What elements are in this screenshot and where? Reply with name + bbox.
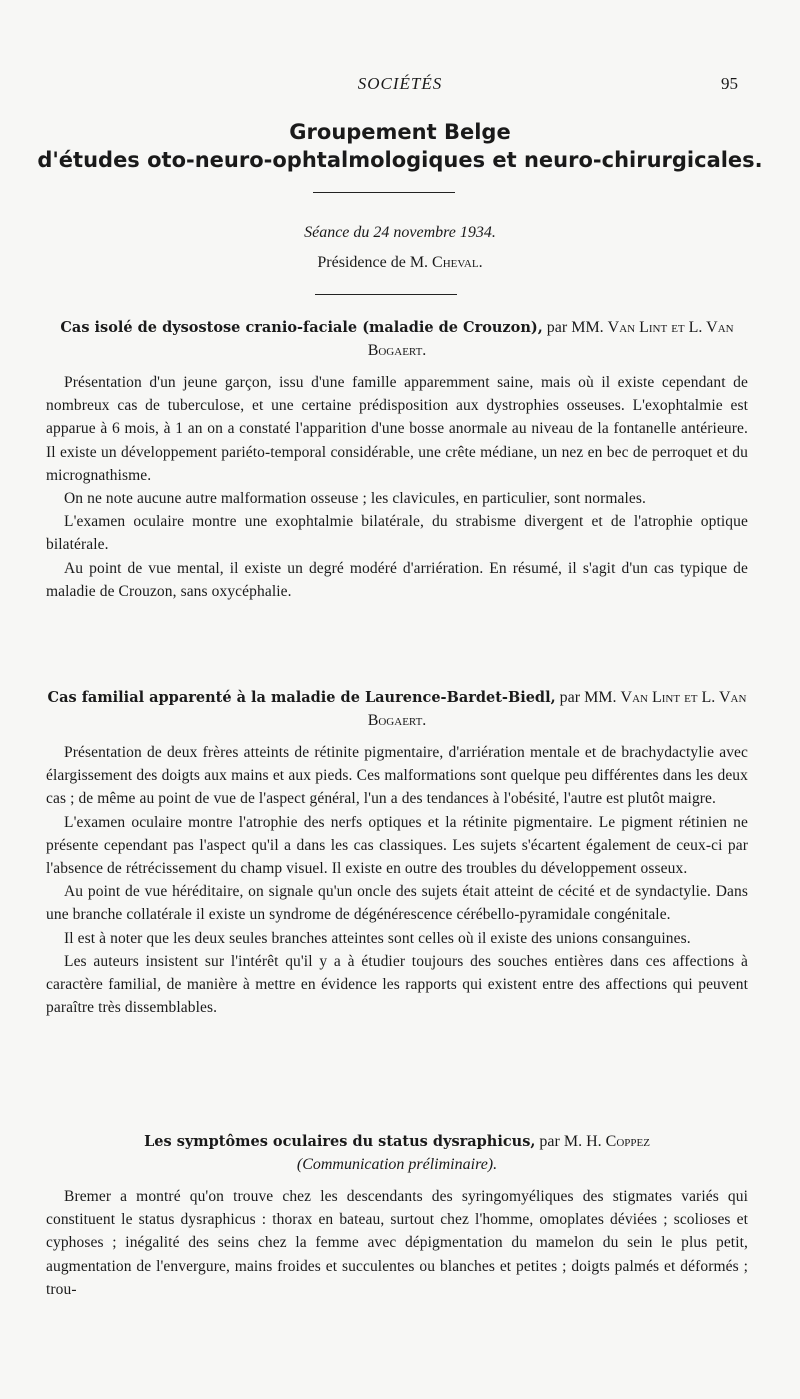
running-title: SOCIÉTÉS — [357, 74, 443, 93]
session-date: Séance du 24 novembre 1934. — [304, 224, 496, 241]
article-title-text: Cas familial apparenté à la maladie de Laurence-Bardet-Biedl, — [47, 689, 556, 706]
article-title — [46, 686, 748, 732]
paragraph: Bremer a montré qu'on trouve chez les descendants des syringomyéliques des stigmates variés qui constituent le status dysraphicus : thorax en bateau, surtout chez l'homme, omoplates déviées ; scolioses et cyphoses ; inégalité des seins chez la femme avec dépigmentation du mamelon du sein le plus petit, augmentation de l'envergure, mains froides et succulentes ou blanches et petites ; doigts palmés et déformés ; trou- — [46, 1188, 748, 1298]
article-subtitle: (Communication préliminaire). — [296, 1156, 498, 1173]
article-authors: Coppez — [605, 1133, 650, 1150]
society-title-line-2: d'études oto-neuro-ophtalmologiques et neuro-chirurgicales. — [37, 148, 763, 172]
paragraph: Présentation d'un jeune garçon, issu d'une famille apparemment saine, mais où il existe cependant de nombreux cas de tuberculose, et une certaine prédisposition aux dystrophies osseuses. L'exophtalmie est apparue à 6 mois, à 1 an on a constaté l'apparition d'une bosse anormale au niveau de la fontanelle antérieure. Il existe un développement pariéto-temporal considérable, une crête médiane, un nez en bec de perroquet et du micrognathisme. — [46, 374, 748, 484]
society-title-line-1: Groupement Belge — [289, 120, 511, 144]
article-body — [46, 1185, 748, 1301]
article-status-dysraphicus — [46, 1130, 748, 1301]
article-title-text: Les symptômes oculaires du status dysraphicus, — [144, 1133, 536, 1150]
divider-rule — [313, 192, 455, 193]
article-by: par MM. — [546, 319, 604, 336]
running-head — [50, 74, 750, 98]
paragraph: Au point de vue héréditaire, on signale qu'un oncle des sujets était atteint de cécité et de syndactylie. Dans une branche collatérale il existe un syndrome de dégénérescence cérébello-pyramidale congénitale. — [46, 883, 748, 924]
paragraph: L'examen oculaire montre une exophtalmie bilatérale, du strabisme divergent et de l'atrophie optique bilatérale. — [46, 513, 748, 554]
article-laurence-bardet-biedl — [46, 686, 748, 1019]
article-title — [46, 1130, 748, 1176]
article-authors: Van Lint et L. Van Bogaert. — [367, 319, 734, 359]
article-title-text: Cas isolé de dysostose cranio-faciale (maladie de Crouzon), — [60, 319, 543, 336]
paragraph: L'examen oculaire montre l'atrophie des nerfs optiques et la rétinite pigmentaire. Le pigment rétinien ne présente cependant pas l'aspect qu'il a dans les cas classiques. Les sujets s'écartent également de ceux-ci par l'absence de rétrécissement du champ visuel. Il existe en outre des troubles du développement osseux. — [46, 813, 748, 878]
paragraph: Il est à noter que les deux seules branches atteintes sont celles où il existe des unions consanguines. — [64, 929, 691, 947]
article-body — [46, 741, 748, 1019]
article-body — [46, 371, 748, 603]
article-by: par M. H. — [539, 1133, 602, 1150]
divider-rule — [315, 294, 457, 295]
paragraph: Les auteurs insistent sur l'intérêt qu'il y a à étudier toujours des souches entières dans ces affections à caractère familial, de manière à mettre en évidence les rapports qui existent entre des affections qui peuvent paraître très dissemblables. — [46, 952, 748, 1017]
paragraph: Présentation de deux frères atteints de rétinite pigmentaire, d'arriération mentale et de brachydactylie avec élargissement des doigts aux mains et aux pieds. Ces malformations sont quelque peu différentes dans les deux cas ; de même au point de vue de l'aspect général, l'un a des tendances à l'obésité, l'autre est plutôt maigre. — [46, 744, 748, 808]
article-crouzon — [46, 316, 748, 603]
paragraph: On ne note aucune autre malformation osseuse ; les clavicules, en particulier, sont normales. — [64, 490, 646, 508]
page-number: 95 — [721, 74, 738, 93]
article-by: par MM. — [559, 689, 617, 706]
president-name: Cheval. — [432, 254, 483, 271]
session-presidency — [0, 248, 800, 278]
article-title — [46, 316, 748, 362]
article-authors: Van Lint et L. Van Bogaert. — [367, 689, 747, 729]
society-title — [30, 118, 770, 174]
paragraph: Au point de vue mental, il existe un degré modéré d'arriération. En résumé, il s'agit d'un cas typique de maladie de Crouzon, sans oxycéphalie. — [46, 559, 748, 600]
session-info — [0, 218, 800, 278]
presidency-prefix: Présidence de M. — [317, 254, 429, 271]
